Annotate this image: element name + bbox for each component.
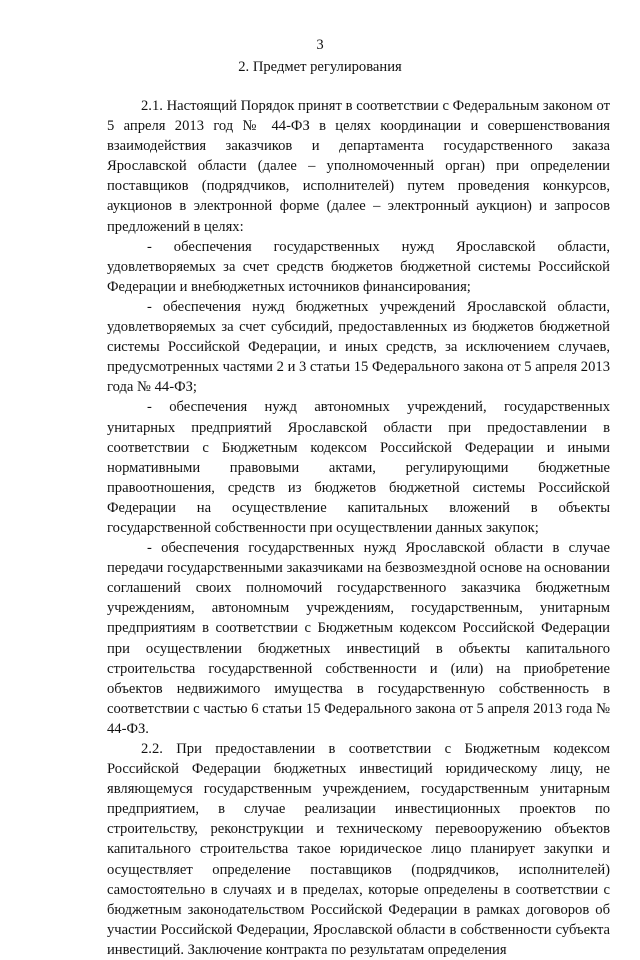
paragraph-2-1: 2.1. Настоящий Порядок принят в соответствии с Федеральным законом от 5 апреля 2013 год № 44-ФЗ в целях координации и совершенствования взаимодействия заказчиков и департамента государственного заказа Ярославской области (далее – уполномоченный орган) при определении поставщиков (подрядчиков, исполнителей) путем проведения конкурсов, аукционов в электронной форме (далее – электронный аукцион) и запросов предложений в целях: [107,98,610,235]
list-item: - обеспечения нужд бюджетных учреждений Ярославской области, удовлетворяемых за счет субсидий, предоставленных из бюджетов бюджетной системы Российской Федерации, и иных средств, за исключением случаев, предусмотренных частями 2 и 3 статьи 15 Федерального закона от 5 апреля 2013 года № 44-ФЗ; [107,298,610,396]
list-item: - обеспечения нужд автономных учреждений, государственных унитарных предприятий Ярославской области при предоставлении в соответствии с Бюджетным кодексом Российской Федерации и иными нормативными правовыми актами, регулирующими бюджетные правоотношения, средств из бюджетов бюджетной системы Российской Федерации на осуществление капитальных вложений в объекты государственной собственности при осуществлении данных закупок; [107,399,610,536]
page-number: 3 [316,37,324,53]
section-heading: 2. Предмет регулирования [238,59,402,75]
document-body [107,96,610,960]
list-item: - обеспечения государственных нужд Ярославской области в случае передачи государственными заказчиками на безвозмездной основе на основании соглашений своих полномочий государственного заказчика бюджетным учреждениям, автономным учреждениям, государственным, унитарным предприятиям в соответствии с Бюджетным кодексом Российской Федерации при осуществлении бюджетных инвестиций в объекты капитального строительства государственной собственности и (или) на приобретение объектов недвижимого имущества в государственную собственность в соответствии с частью 6 статьи 15 Федерального закона от 5 апреля 2013 года № 44-ФЗ. [107,540,610,737]
list-item: - обеспечения государственных нужд Ярославской области, удовлетворяемых за счет средств бюджетов бюджетной системы Российской Федерации и внебюджетных источников финансирования; [107,238,610,295]
paragraph-2-2: 2.2. При предоставлении в соответствии с Бюджетным кодексом Российской Федерации бюджетных инвестиций юридическому лицу, не являющемуся государственным учреждением, государственным унитарным предприятием, в случае реализации инвестиционных проектов по строительству, реконструкции и техническому перевооружению объектов капитального строительства такое юридическое лицо планирует закупки и осуществляет определение поставщиков (подрядчиков, исполнителей) самостоятельно в случаях и в пределах, которые определены в соответствии с бюджетным законодательством Российской Федерации в рамках договоров об участии Российской Федерации, Ярославской области в собственности субъекта инвестиций. Заключение контракта по результатам определения [107,741,610,958]
